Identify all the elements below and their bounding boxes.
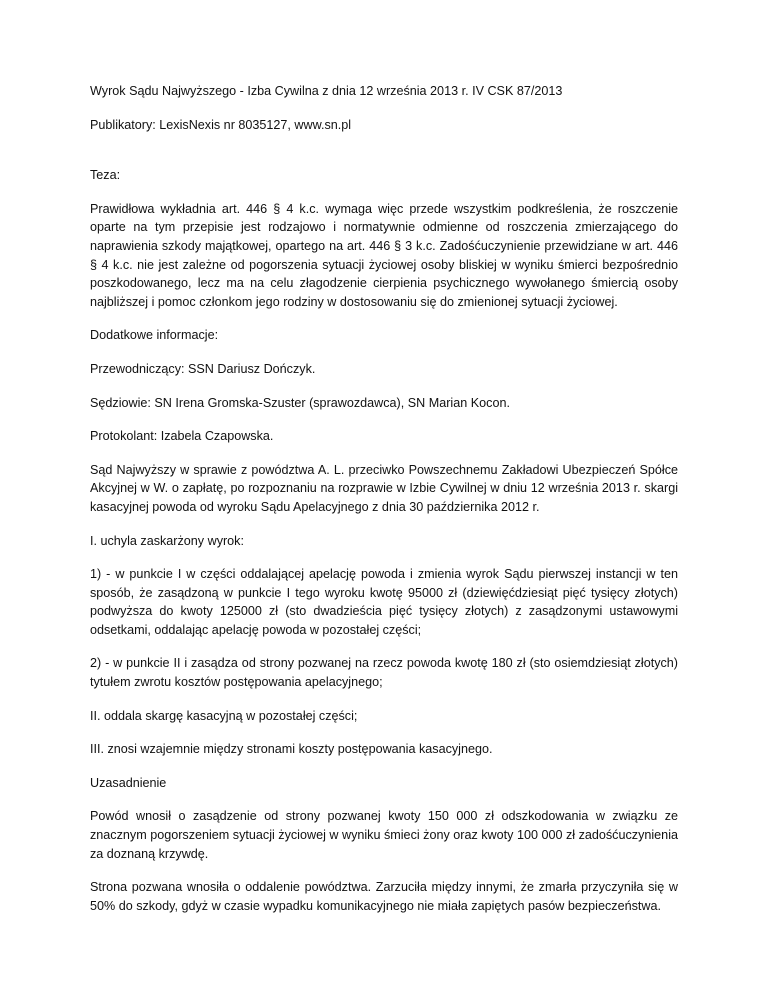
teza-label: Teza: <box>90 168 121 183</box>
protokolant-line: Protokolant: Izabela Czapowska. <box>90 429 274 444</box>
przewodniczacy-line: Przewodniczący: SSN Dariusz Dończyk. <box>90 361 316 376</box>
intro-paragraph: Sąd Najwyższy w sprawie z powództwa A. L. przeciwko Powszechnemu Zakładowi Ubezpieczeń Spółce Akcyjnej w W. o zapłatę, po rozpoznaniu na rozprawie w Izbie Cywilnej w dniu 12 września 2013 r. skargi kasacyjnej powoda od wyroku Sądu Apelacyjnego z dnia 30 października 2012 r. <box>90 462 678 514</box>
header-line: Wyrok Sądu Najwyższego - Izba Cywilna z dnia 12 września 2013 r. IV CSK 87/2013 <box>90 84 563 98</box>
document-page <box>90 82 678 930</box>
point-2: 2) - w punkcie II i zasądza od strony pozwanej na rzecz powoda kwotę 180 zł (sto osiemdziesiąt złotych) tytułem zwrotu kosztów postępowania apelacyjnego; <box>90 656 678 690</box>
point-III: III. znosi wzajemnie między stronami koszty postępowania kasacyjnego. <box>90 742 493 757</box>
publikatory-line: Publikatory: LexisNexis nr 8035127, www.sn.pl <box>90 117 352 132</box>
point-II: II. oddala skargę kasacyjną w pozostałej części; <box>90 708 358 723</box>
point-1: 1) - w punkcie I w części oddalającej apelację powoda i zmienia wyrok Sądu pierwszej instancji w ten sposób, że zasądzoną w punkcie I tego wyroku kwotę 95000 zł (dziewięćdziesiąt pięć tysięcy złotych) podwyższa do kwoty 125000 zł (sto dwadzieścia pięć tysięcy złotych) z zasądzonymi ustawowymi odsetkami, oddalając apelację powoda w pozostałej części; <box>90 567 678 637</box>
dodatkowe-label: Dodatkowe informacje: <box>90 328 219 343</box>
teza-text: Prawidłowa wykładnia art. 446 § 4 k.c. wymaga więc przede wszystkim podkreślenia, że roszczenie oparte na tym przepisie jest rodzajowo i normatywnie odmienne od roszczenia zmierzającego do naprawienia szkody majątkowej, opartego na art. 446 § 3 k.c. Zadośćuczynienie przewidziane w art. 446 § 4 k.c. nie jest zależne od pogorszenia sytuacji życiowej osoby bliskiej w wyniku śmierci bezpośrednio poszkodowanego, lecz ma na celu złagodzenie cierpienia psychicznego wywołanego śmiercią osoby najbliższej i pomoc członkom jego rodziny w dostosowaniu się do zmienionej sytuacji życiowej. <box>90 201 678 309</box>
uzasadnienie-label: Uzasadnienie <box>90 775 167 790</box>
uzasadnienie-paragraph-1: Powód wnosił o zasądzenie od strony pozwanej kwoty 150 000 zł odszkodowania w związku ze znacznym pogorszeniem sytuacji życiowej w wyniku śmieci żony oraz kwoty 100 000 zł zadośćuczynienia za doznaną krzywdę. <box>90 809 678 861</box>
sedziowie-line: Sędziowie: SN Irena Gromska-Szuster (sprawozdawca), SN Marian Kocon. <box>90 395 510 410</box>
point-I: I. uchyla zaskarżony wyrok: <box>90 533 244 548</box>
uzasadnienie-paragraph-2: Strona pozwana wnosiła o oddalenie powództwa. Zarzuciła między innymi, że zmarła przyczyniła się w 50% do szkody, gdyż w czasie wypadku komunikacyjnego nie miała zapiętych pasów bezpieczeństwa. <box>90 880 678 913</box>
